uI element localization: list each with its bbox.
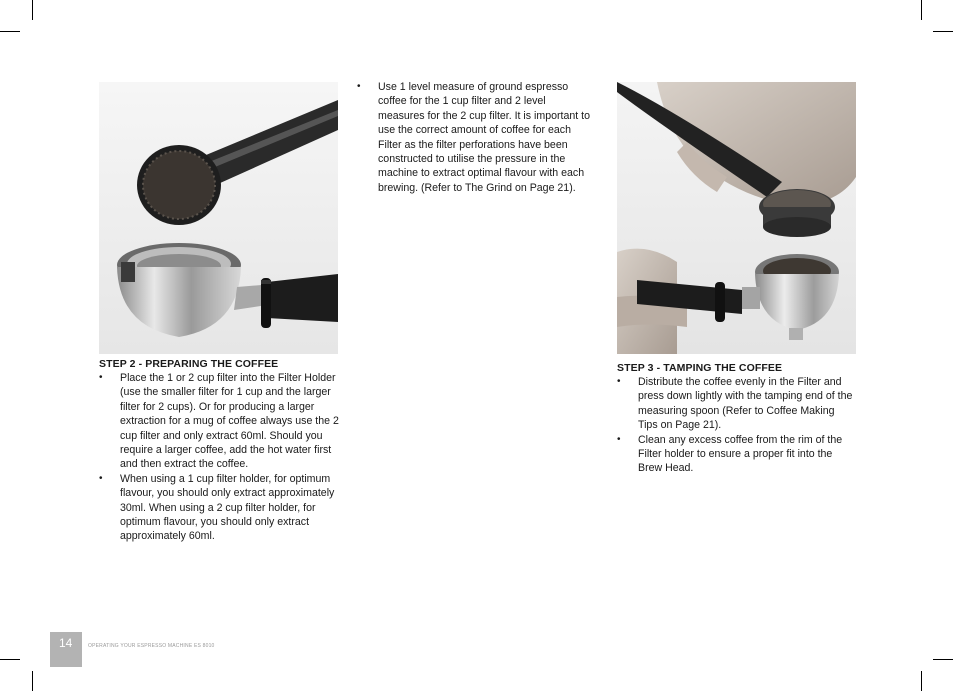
footer-running-title: OPERATING YOUR ESPRESSO MACHINE ES 8010	[88, 643, 215, 649]
crop-mark	[921, 671, 922, 691]
page-number: 14	[59, 636, 73, 650]
step-3-title: STEP 3 - TAMPING THE COFFEE	[617, 362, 783, 374]
photo-tamping-coffee	[617, 82, 856, 354]
step-2-bullet: • Place the 1 or 2 cup filter into the Filter Holder (use the smaller filter for 1 cup and the larger filter for 2 cups). Or for producing a larger extraction for a mug of coffee always use the 2 cup filter and only extract 60ml. Should you require a larger coffee, add the hot water first and then extract the coffee.	[99, 371, 341, 472]
page-number-box	[50, 632, 82, 667]
middle-bullet: • Use 1 level measure of ground espresso coffee for the 1 cup filter and 2 level measures for the 2 cup filter. It is important to use the correct amount of coffee for each Filter as the filter perforations have been constructed to utilise the pressure in the machine to extract optimal flavour with each brewing. (Refer to The Grind on Page 21).	[357, 80, 595, 195]
crop-mark	[0, 31, 20, 32]
crop-mark	[921, 0, 922, 20]
crop-mark	[933, 659, 953, 660]
crop-mark	[32, 671, 33, 691]
step-2-bullet: • When using a 1 cup filter holder, for optimum flavour, you should only extract approximately 30ml. When using a 2 cup filter holder, for optimum flavour, you should only extract approximately 60ml.	[99, 472, 341, 544]
crop-mark	[0, 659, 20, 660]
crop-mark	[933, 31, 953, 32]
crop-mark	[32, 0, 33, 20]
step-2-title: STEP 2 - PREPARING THE COFFEE	[99, 358, 279, 370]
step-3-bullet: • Distribute the coffee evenly in the Filter and press down lightly with the tamping end of the measuring spoon (Refer to Coffee Making Tips on Page 21).	[617, 375, 855, 433]
photo-spoon-and-filter-holder	[99, 82, 338, 354]
middle-bullet-list	[357, 80, 595, 195]
step-2-bullet-list	[99, 371, 341, 544]
step-3-bullet: • Clean any excess coffee from the rim of the Filter holder to ensure a proper fit into the Brew Head.	[617, 433, 855, 476]
step-3-bullet-list	[617, 375, 855, 476]
